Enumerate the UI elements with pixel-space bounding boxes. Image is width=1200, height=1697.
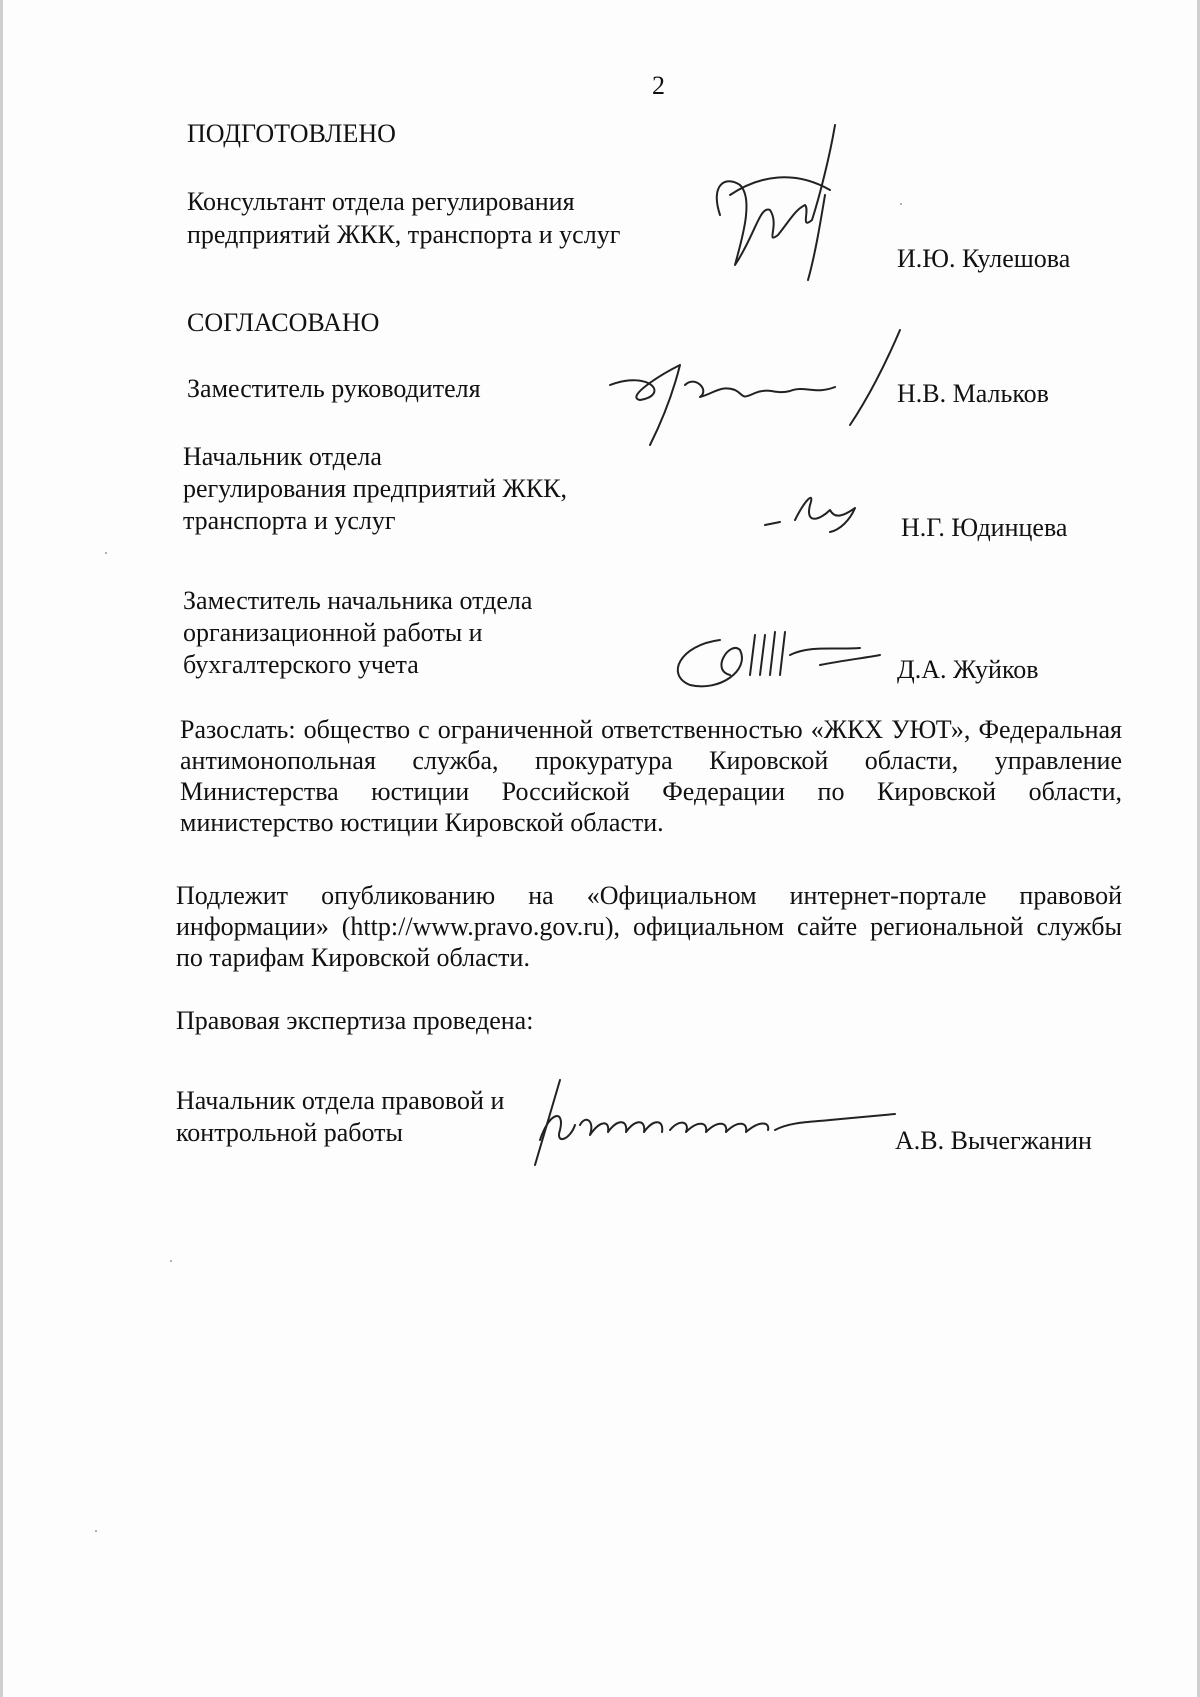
prepared-position-line2: предприятий ЖКК, транспорта и услуг <box>187 220 621 249</box>
prepared-position-line1: Консультант отдела регулирования <box>187 187 575 216</box>
signature-kuleshova <box>700 115 850 300</box>
agreed-heading: СОГЛАСОВАНО <box>187 308 380 337</box>
scan-speck <box>170 1260 172 1262</box>
signer-position: Заместитель начальника отдела <box>183 586 533 615</box>
legal-review-name: А.В. Вычегжанин <box>895 1126 1092 1155</box>
distribution-paragraph: Разослать: общество с ограниченной ответственностью «ЖКХ УЮТ», Федеральная антимонопольная служба, прокуратура Кировской области, управление Министерства юстиции Российской Федерации по Кировской области, министерство юстиции Кировской области. <box>180 715 1122 837</box>
signer-name: Н.Г. Юдинцева <box>901 513 1068 542</box>
signer-position: бухгалтерского учета <box>183 650 419 679</box>
signer-position: организационной работы и <box>183 618 483 647</box>
prepared-name: И.Ю. Кулешова <box>897 244 1071 273</box>
signer-name: Д.А. Жуйков <box>897 655 1039 684</box>
scan-edge-left <box>0 0 3 1697</box>
page-number: 2 <box>652 71 665 100</box>
legal-review-heading: Правовая экспертиза проведена: <box>176 1006 534 1035</box>
signature-vychegzhanin <box>530 1070 900 1170</box>
signer-position: регулирования предприятий ЖКК, <box>183 474 568 503</box>
legal-review-position-line1: Начальник отдела правовой и <box>176 1086 505 1115</box>
signature-zhuykov <box>660 620 890 700</box>
signer-position: Заместитель руководителя <box>187 374 481 403</box>
scan-speck <box>900 203 902 205</box>
publication-paragraph: Подлежит опубликованию на «Официальном интернет-портале правовой информации» (http://www.pravo.gov.ru), официальном сайте региональной службы по тарифам Кировской области. <box>176 881 1122 972</box>
signature-yudintseva <box>760 480 870 540</box>
signature-malkov <box>600 325 910 475</box>
scan-speck <box>105 552 107 554</box>
signer-position: Начальник отдела <box>183 442 382 471</box>
legal-review-position-line2: контрольной работы <box>176 1118 403 1147</box>
signer-position: транспорта и услуг <box>183 506 396 535</box>
signer-name: Н.В. Мальков <box>897 379 1049 408</box>
prepared-heading: ПОДГОТОВЛЕНО <box>187 119 396 148</box>
scan-speck <box>95 1530 97 1532</box>
